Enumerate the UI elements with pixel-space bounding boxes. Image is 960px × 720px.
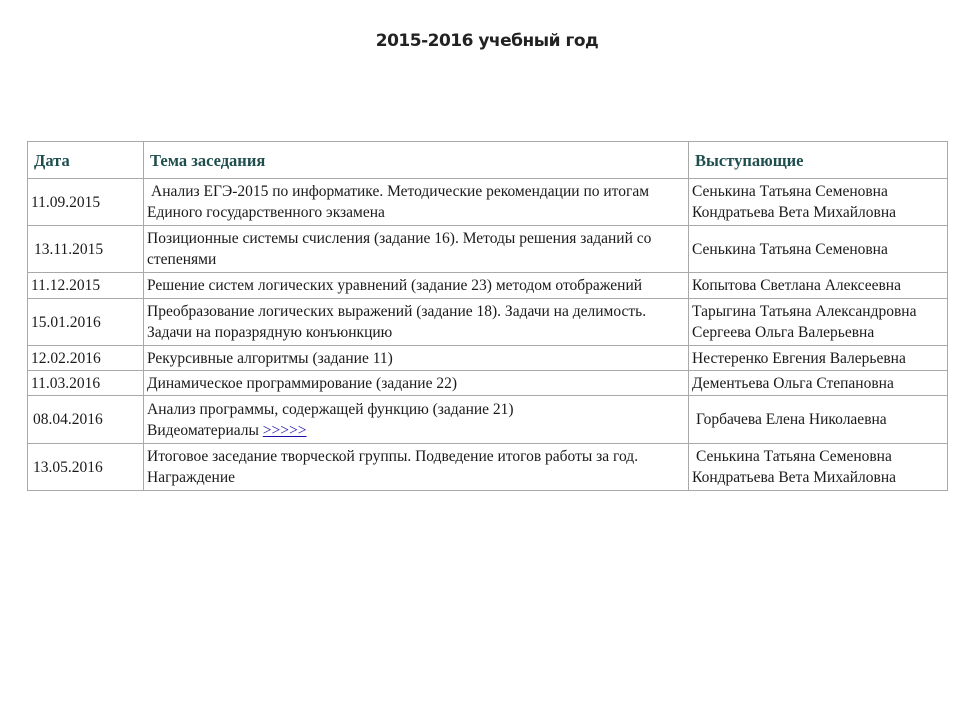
video-materials-link[interactable]: >>>>> xyxy=(262,421,307,439)
topic-line: Преобразование логических выражений (задание 18). Задачи на делимость. xyxy=(147,303,647,320)
cell-topic xyxy=(144,444,689,491)
cell-topic xyxy=(144,179,689,226)
speaker-name: Сенькина Татьяна Семеновна xyxy=(692,183,888,200)
speaker-name: Тарыгина Татьяна Александровна xyxy=(692,303,917,320)
speaker-name: Сергеева Ольга Валерьевна xyxy=(692,324,875,341)
cell-speakers xyxy=(689,273,948,299)
header-speakers: Выступающие xyxy=(689,142,948,179)
speaker-name: Сенькина Татьяна Семеновна xyxy=(696,448,892,465)
topic-line: Итоговое заседание творческой группы. Подведение итогов работы за год. xyxy=(147,448,639,465)
table-row xyxy=(28,179,948,226)
table-row xyxy=(28,371,948,396)
cell-topic xyxy=(144,299,689,346)
header-date: Дата xyxy=(28,142,144,179)
page-title: 2015-2016 учебный год xyxy=(375,31,599,51)
topic-line: степенями xyxy=(147,251,217,268)
cell-date: 11.12.2015 xyxy=(28,273,144,299)
table-row xyxy=(28,226,948,273)
topic-line: Позиционные системы счисления (задание 16). Методы решения заданий со xyxy=(147,230,652,247)
cell-speakers xyxy=(689,226,948,273)
speaker-name: Кондратьева Вета Михайловна xyxy=(692,469,897,486)
cell-date: 11.09.2015 xyxy=(28,179,144,226)
cell-topic xyxy=(144,226,689,273)
topic-line: Анализ ЕГЭ-2015 по информатике. Методические рекомендации по итогам xyxy=(151,183,650,200)
cell-topic xyxy=(144,346,689,371)
cell-speakers xyxy=(689,444,948,491)
table-header-row xyxy=(28,142,948,179)
table-row xyxy=(28,396,948,444)
cell-date: 15.01.2016 xyxy=(28,299,144,346)
cell-date: 13.11.2015 xyxy=(28,226,144,273)
topic-line: Единого государственного экзамена xyxy=(147,204,385,221)
speaker-name: Горбачева Елена Николаевна xyxy=(696,411,887,428)
topic-line: Анализ программы, содержащей функцию (задание 21) xyxy=(147,400,514,418)
cell-topic xyxy=(144,371,689,396)
cell-speakers xyxy=(689,346,948,371)
meetings-table xyxy=(27,141,948,491)
cell-date: 08.04.2016 xyxy=(28,396,144,444)
cell-date: 12.02.2016 xyxy=(28,346,144,371)
cell-date: 11.03.2016 xyxy=(28,371,144,396)
table-row xyxy=(28,299,948,346)
table-row xyxy=(28,346,948,371)
speaker-name: Копытова Светлана Алексеевна xyxy=(692,277,901,294)
cell-topic xyxy=(144,396,689,444)
topic-line-video xyxy=(147,420,685,441)
cell-topic xyxy=(144,273,689,299)
video-label: Видеоматериалы xyxy=(147,421,263,439)
table-row xyxy=(28,273,948,299)
topic-line: Рекурсивные алгоритмы (задание 11) xyxy=(147,349,393,367)
speaker-name: Дементьева Ольга Степановна xyxy=(692,374,894,392)
cell-speakers xyxy=(689,179,948,226)
cell-date: 13.05.2016 xyxy=(28,444,144,491)
topic-line: Задачи на поразрядную конъюнкцию xyxy=(147,324,393,341)
cell-speakers xyxy=(689,396,948,444)
topic-line: Решение систем логических уравнений (задание 23) методом отображений xyxy=(147,277,643,294)
table-row xyxy=(28,444,948,491)
speaker-name: Кондратьева Вета Михайловна xyxy=(692,204,897,221)
topic-line: Награждение xyxy=(147,469,236,486)
speaker-name: Сенькина Татьяна Семеновна xyxy=(692,240,888,258)
cell-speakers xyxy=(689,299,948,346)
cell-speakers xyxy=(689,371,948,396)
topic-line: Динамическое программирование (задание 22) xyxy=(147,374,457,392)
header-topic: Тема заседания xyxy=(144,142,689,179)
speaker-name: Нестеренко Евгения Валерьевна xyxy=(692,349,906,367)
